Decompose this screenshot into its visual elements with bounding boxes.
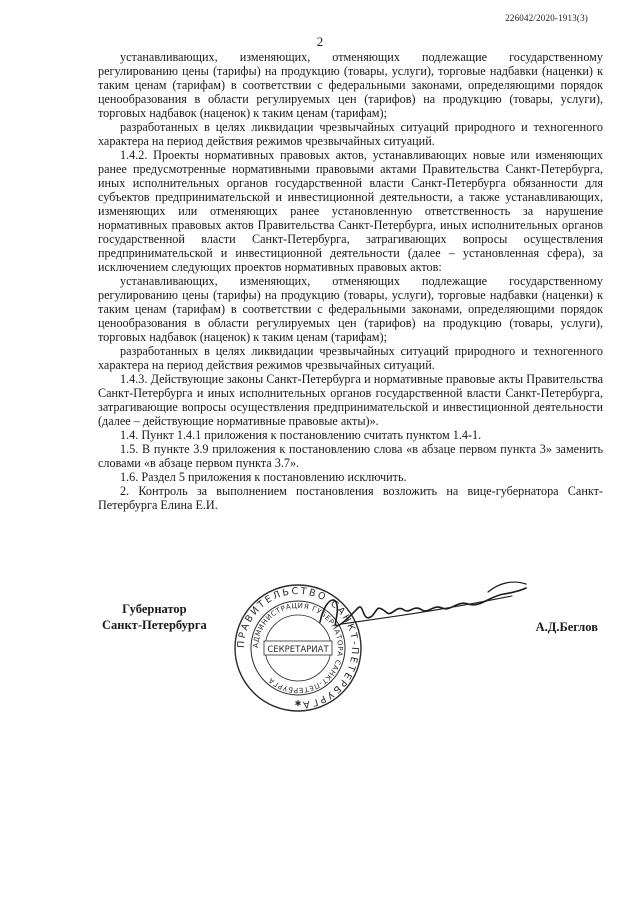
seal-inner-text: АДМИНИСТРАЦИЯ ГУБЕРНАТОРА САНКТ-ПЕТЕРБУРГА: [251, 601, 345, 695]
paragraph: устанавливающих, изменяющих, отменяющих подлежащие государственному регулированию цены (тарифы) на продукцию (товары, услуги), торговые надбавки (наценки) к таким ценам (тарифам) в соответствии с федеральными законами, определяющими порядок ценообразования в области регулируемых цен (тарифов) на продукцию (товары, услуги), торговых надбавок (наценок) к таким ценам (тарифам);: [98, 50, 603, 120]
paragraph: разработанных в целях ликвидации чрезвычайных ситуаций природного и техногенного характера на период действия режимов чрезвычайных ситуаций.: [98, 344, 603, 372]
document-body: [98, 50, 603, 512]
page-number: 2: [316, 34, 324, 49]
paragraph: 1.4.2. Проекты нормативных правовых актов, устанавливающих новые или изменяющих ранее предусмотренные нормативными правовыми актами Правительства Санкт-Петербурга, иных исполнительных органов государственной власти Санкт-Петербурга обязанности для субъектов предпринимательской и инвестиционной деятельности, а также устанавливающих, изменяющих или отменяющих ранее установленную ответственность за нарушение нормативных правовых актов Правительства Санкт-Петербурга, иных исполнительных органов государственной власти Санкт-Петербурга, затрагивающих вопросы осуществления предпринимательской и инвестиционной деятельности (далее – установленная сфера), за исключением следующих проектов нормативных правовых актов:: [98, 148, 603, 274]
paragraph: 1.5. В пункте 3.9 приложения к постановлению слова «в абзаце первом пункта 3» заменить словами «в абзаце первом пункта 3.7».: [98, 442, 603, 470]
paragraph: 1.6. Раздел 5 приложения к постановлению исключить.: [120, 470, 407, 484]
paragraph: устанавливающих, изменяющих, отменяющих подлежащие государственному регулированию цены (тарифы) на продукцию (товары, услуги), торговые надбавки (наценки) к таким ценам (тарифам) в соответствии с федеральными законами, определяющими порядок ценообразования в области регулируемых цен (тарифов) на продукцию (товары, услуги), торговых надбавок (наценок) к таким ценам (тарифам);: [98, 274, 603, 344]
paragraph: разработанных в целях ликвидации чрезвычайных ситуаций природного и техногенного характера на период действия режимов чрезвычайных ситуаций.: [98, 120, 603, 148]
handwritten-signature: [312, 574, 532, 644]
paragraph: 2. Контроль за выполнением постановления возложить на вице-губернатора Санкт-Петербурга Елина Е.И.: [98, 484, 603, 512]
seal-star-icon: ✱: [294, 699, 302, 708]
signatory-title-line1: Губернатор: [122, 602, 187, 616]
document-number: 226042/2020-1913(3): [505, 13, 588, 23]
signatory-title-line2: Санкт-Петербурга: [102, 618, 207, 632]
paragraph: 1.4.3. Действующие законы Санкт-Петербурга и нормативные правовые акты Правительства Санкт-Петербурга и иных исполнительных органов государственной власти Санкт-Петербурга, затрагивающие вопросы осуществления предпринимательской и инвестиционной деятельности (далее – действующие нормативные правовые акты)».: [98, 372, 603, 428]
signatory-title: [102, 601, 207, 633]
seal-center-text: СЕКРЕТАРИАТ: [267, 645, 329, 655]
signatory-name: А.Д.Беглов: [535, 620, 598, 634]
seal-outer-text: ПРАВИТЕЛЬСТВО САНКТ-ПЕТЕРБУРГА: [235, 585, 361, 711]
paragraph: 1.4. Пункт 1.4.1 приложения к постановлению считать пунктом 1.4-1.: [120, 428, 482, 442]
